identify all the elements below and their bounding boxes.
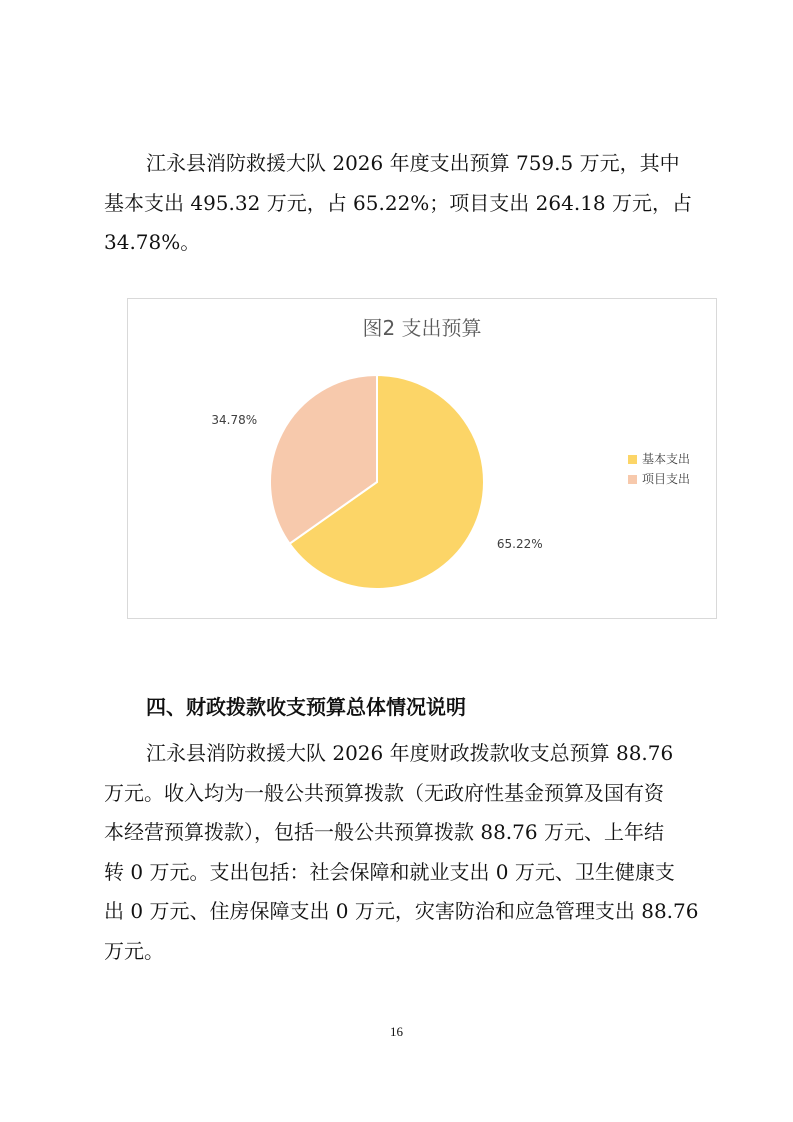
data-label: 65.22% bbox=[496, 537, 543, 552]
page-number: 16 bbox=[390, 1024, 403, 1039]
paragraph-line: 34.78%。 bbox=[104, 230, 201, 254]
paragraph-line: 转 0 万元。支出包括：社会保障和就业支出 0 万元、卫生健康支 bbox=[104, 859, 675, 884]
legend-label: 项目支出 bbox=[642, 472, 691, 486]
paragraph-fiscal-budget bbox=[104, 734, 699, 971]
paragraph-expenditure-summary bbox=[104, 144, 694, 263]
pie-chart-container bbox=[127, 298, 717, 619]
legend-label: 基本支出 bbox=[642, 452, 691, 466]
data-label: 34.78% bbox=[211, 412, 258, 427]
pie-chart bbox=[128, 299, 716, 618]
section-heading: 四、财政拨款收支预算总体情况说明 bbox=[146, 695, 466, 719]
paragraph-line: 基本支出 495.32 万元，占 65.22%；项目支出 264.18 万元，占 bbox=[104, 190, 693, 215]
chart-title: 图2 支出预算 bbox=[362, 316, 482, 340]
legend-swatch bbox=[628, 455, 637, 464]
paragraph-line: 江永县消防救援大队 2026 年度财政拨款收支总预算 88.76 bbox=[146, 741, 674, 765]
paragraph-line: 出 0 万元、住房保障支出 0 万元，灾害防治和应急管理支出 88.76 bbox=[104, 899, 699, 923]
paragraph-line: 本经营预算拨款），包括一般公共预算拨款 88.76 万元、上年结 bbox=[104, 820, 664, 844]
paragraph-line: 江永县消防救援大队 2026 年度支出预算 759.5 万元，其中 bbox=[146, 151, 680, 175]
legend-swatch bbox=[628, 475, 637, 484]
paragraph-line: 万元。收入均为一般公共预算拨款（无政府性基金预算及国有资 bbox=[104, 780, 664, 805]
paragraph-line: 万元。 bbox=[104, 938, 164, 963]
